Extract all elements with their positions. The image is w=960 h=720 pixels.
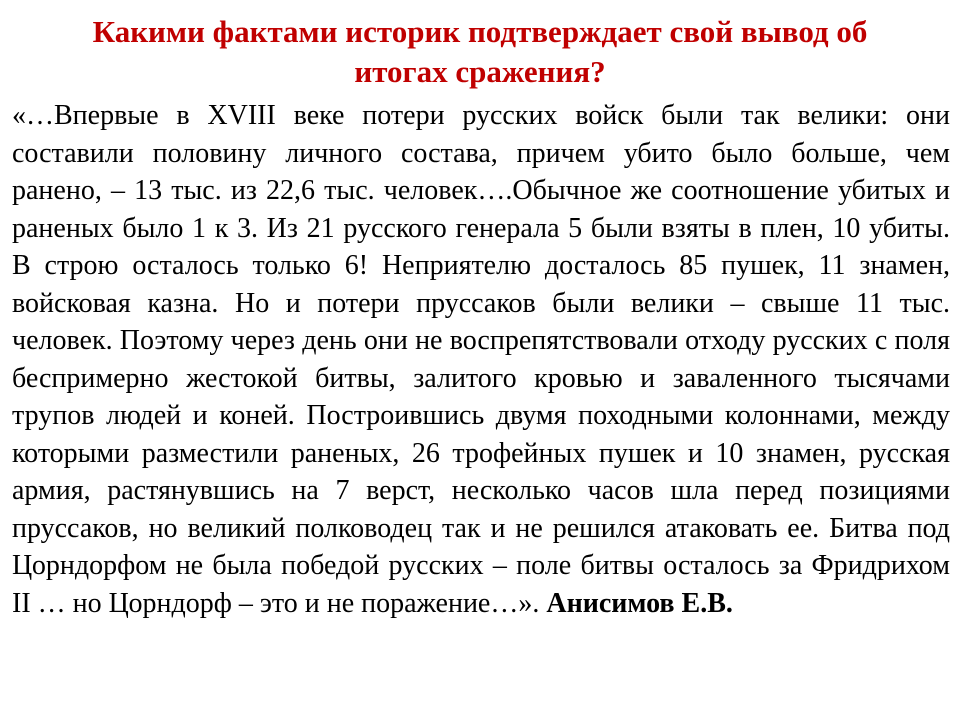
slide-title (0, 12, 960, 92)
title-line-1: Какими фактами историк подтверждает свой вывод об (92, 14, 868, 49)
quote-paragraph (12, 97, 950, 622)
author-name: Анисимов Е.В. (546, 587, 733, 619)
quote-text: «…Впервые в XVIII веке потери русских войск были так велики: они составили половину личного состава, причем убито было больше, чем ранено, – 13 тыс. из 22,6 тыс. человек….Обычное же соотношение убитых и раненых было 1 к 3. Из 21 русского генерала 5 были взяты в плен, 10 убиты. В строю осталось только 6! Неприятелю досталось 85 пушек, 11 знамен, войсковая казна. Но и потери пруссаков были велики – свыше 11 тыс. человек. Поэтому через день они не воспрепятствовали отходу русских с поля беспримерно жестокой битвы, залитого кровью и заваленного тысячами трупов людей и коней. Построившись двумя походными колоннами, между которыми разместили раненых, 26 трофейных пушек и 10 знамен, русская армия, растянувшись на 7 верст, несколько часов шла перед позициями пруссаков, но великий полководец так и не решился атаковать ее. Битва под Цорндорфом не была победой русских – поле битвы осталось за Фридрихом II … но Цорндорф – это и не поражение…». (12, 100, 950, 619)
title-line-2: итогах сражения? (354, 54, 606, 89)
